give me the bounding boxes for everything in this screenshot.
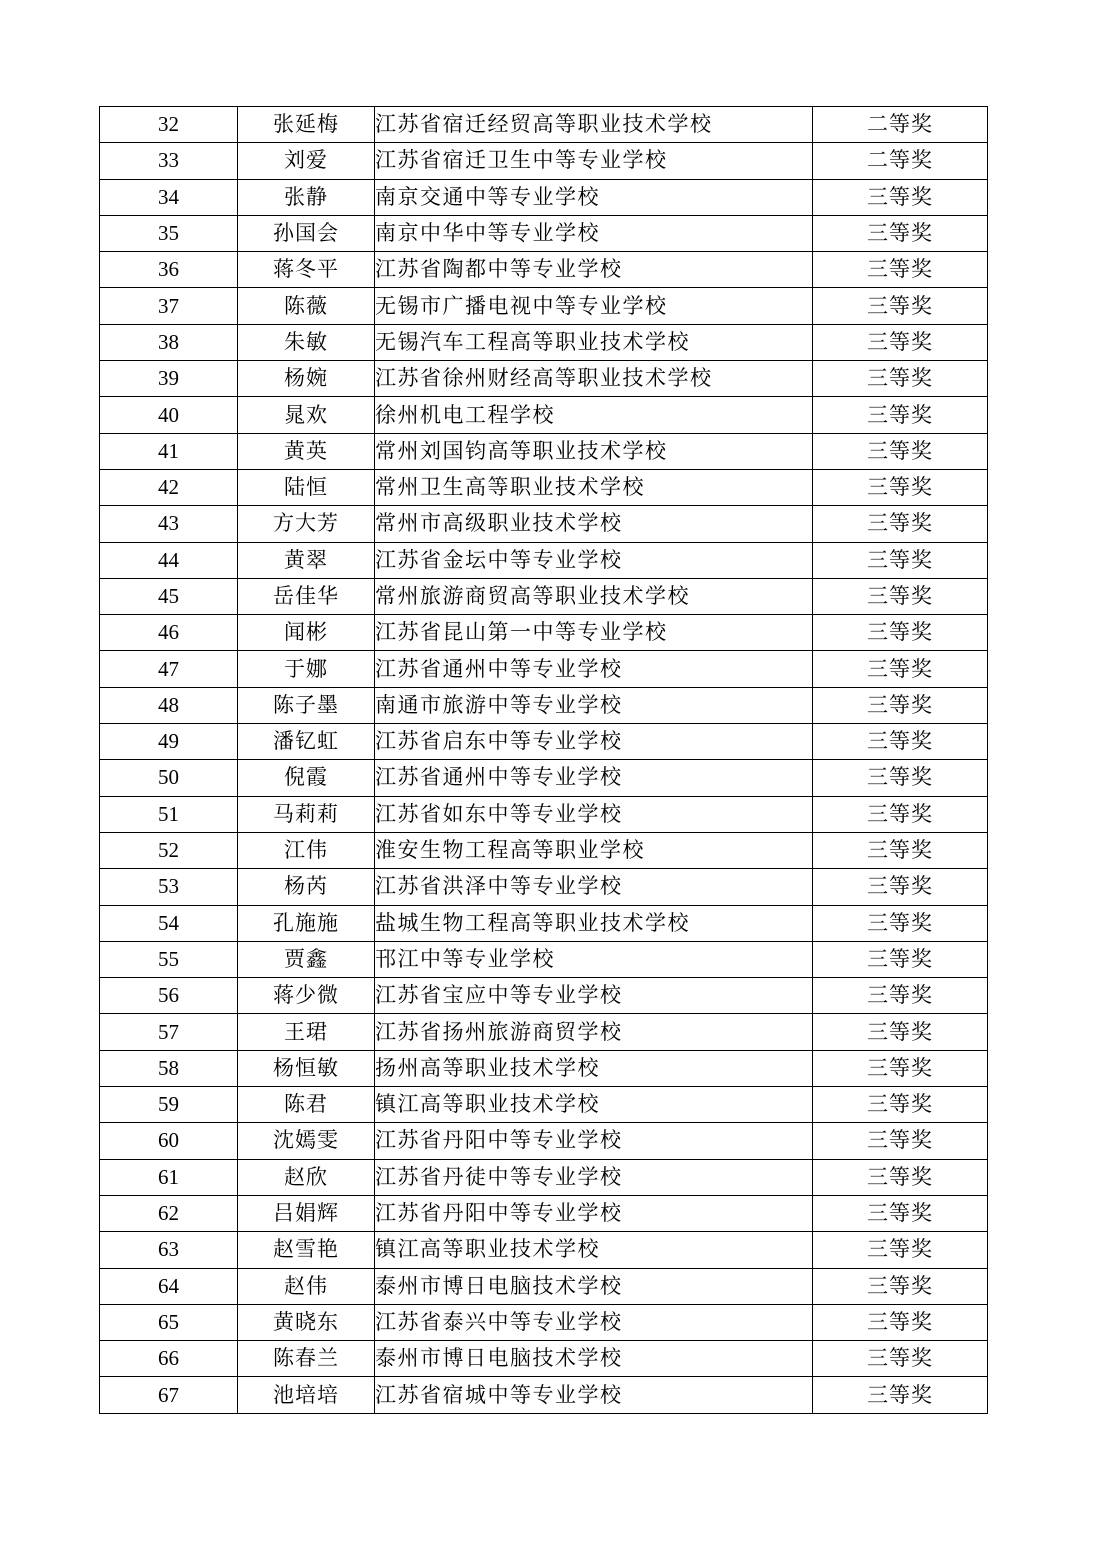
award-level-cell: 三等奖: [813, 433, 988, 469]
school-name-cell: 常州卫生高等职业技术学校: [375, 469, 813, 505]
row-number-cell: 34: [100, 179, 238, 215]
award-level-cell: 三等奖: [813, 760, 988, 796]
school-name-cell: 江苏省昆山第一中等专业学校: [375, 615, 813, 651]
award-level-cell: 三等奖: [813, 1014, 988, 1050]
table-row: [100, 1087, 988, 1123]
award-level-cell: 二等奖: [813, 143, 988, 179]
award-level-cell: 三等奖: [813, 542, 988, 578]
award-level-cell: 三等奖: [813, 687, 988, 723]
teacher-name-cell: 马莉莉: [238, 796, 375, 832]
teacher-name-cell: 闻彬: [238, 615, 375, 651]
school-name-cell: 无锡汽车工程高等职业技术学校: [375, 324, 813, 360]
award-level-cell: 三等奖: [813, 288, 988, 324]
award-level-cell: 三等奖: [813, 1232, 988, 1268]
award-level-cell: 三等奖: [813, 324, 988, 360]
row-number-cell: 53: [100, 869, 238, 905]
award-level-cell: 三等奖: [813, 832, 988, 868]
school-name-cell: 常州刘国钧高等职业技术学校: [375, 433, 813, 469]
table-row: [100, 1159, 988, 1195]
table-row: [100, 1050, 988, 1086]
award-level-cell: 三等奖: [813, 1304, 988, 1340]
table-row: [100, 506, 988, 542]
school-name-cell: 南通市旅游中等专业学校: [375, 687, 813, 723]
table-row: [100, 832, 988, 868]
row-number-cell: 65: [100, 1304, 238, 1340]
table-body: [100, 107, 988, 1414]
school-name-cell: 南京交通中等专业学校: [375, 179, 813, 215]
row-number-cell: 45: [100, 578, 238, 614]
row-number-cell: 62: [100, 1195, 238, 1231]
teacher-name-cell: 贾鑫: [238, 941, 375, 977]
row-number-cell: 61: [100, 1159, 238, 1195]
school-name-cell: 江苏省启东中等专业学校: [375, 724, 813, 760]
school-name-cell: 常州旅游商贸高等职业技术学校: [375, 578, 813, 614]
award-level-cell: 三等奖: [813, 905, 988, 941]
table-row: [100, 433, 988, 469]
table-row: [100, 179, 988, 215]
teacher-name-cell: 倪霞: [238, 760, 375, 796]
table-row: [100, 143, 988, 179]
row-number-cell: 54: [100, 905, 238, 941]
row-number-cell: 32: [100, 107, 238, 143]
row-number-cell: 67: [100, 1377, 238, 1413]
row-number-cell: 42: [100, 469, 238, 505]
row-number-cell: 38: [100, 324, 238, 360]
row-number-cell: 60: [100, 1123, 238, 1159]
document-page: [99, 106, 987, 1414]
teacher-name-cell: 朱敏: [238, 324, 375, 360]
row-number-cell: 40: [100, 397, 238, 433]
table-row: [100, 869, 988, 905]
award-level-cell: 三等奖: [813, 252, 988, 288]
school-name-cell: 泰州市博日电脑技术学校: [375, 1268, 813, 1304]
row-number-cell: 51: [100, 796, 238, 832]
table-row: [100, 1268, 988, 1304]
row-number-cell: 50: [100, 760, 238, 796]
row-number-cell: 56: [100, 978, 238, 1014]
table-row: [100, 397, 988, 433]
teacher-name-cell: 王珺: [238, 1014, 375, 1050]
teacher-name-cell: 晁欢: [238, 397, 375, 433]
award-level-cell: 三等奖: [813, 179, 988, 215]
table-row: [100, 1341, 988, 1377]
school-name-cell: 泰州市博日电脑技术学校: [375, 1341, 813, 1377]
row-number-cell: 39: [100, 361, 238, 397]
teacher-name-cell: 池培培: [238, 1377, 375, 1413]
row-number-cell: 58: [100, 1050, 238, 1086]
award-level-cell: 三等奖: [813, 397, 988, 433]
teacher-name-cell: 张延梅: [238, 107, 375, 143]
award-level-cell: 三等奖: [813, 869, 988, 905]
table-row: [100, 361, 988, 397]
teacher-name-cell: 刘爱: [238, 143, 375, 179]
award-level-cell: 三等奖: [813, 615, 988, 651]
table-row: [100, 615, 988, 651]
award-level-cell: 三等奖: [813, 1123, 988, 1159]
award-level-cell: 三等奖: [813, 215, 988, 251]
award-level-cell: 三等奖: [813, 1195, 988, 1231]
table-row: [100, 687, 988, 723]
teacher-name-cell: 岳佳华: [238, 578, 375, 614]
school-name-cell: 无锡市广播电视中等专业学校: [375, 288, 813, 324]
award-level-cell: 三等奖: [813, 578, 988, 614]
table-row: [100, 1123, 988, 1159]
teacher-name-cell: 黄英: [238, 433, 375, 469]
teacher-name-cell: 杨婉: [238, 361, 375, 397]
award-level-cell: 三等奖: [813, 651, 988, 687]
row-number-cell: 44: [100, 542, 238, 578]
school-name-cell: 江苏省徐州财经高等职业技术学校: [375, 361, 813, 397]
school-name-cell: 江苏省金坛中等专业学校: [375, 542, 813, 578]
teacher-name-cell: 吕娟辉: [238, 1195, 375, 1231]
school-name-cell: 江苏省宿迁卫生中等专业学校: [375, 143, 813, 179]
school-name-cell: 江苏省通州中等专业学校: [375, 760, 813, 796]
row-number-cell: 33: [100, 143, 238, 179]
table-row: [100, 324, 988, 360]
school-name-cell: 常州市高级职业技术学校: [375, 506, 813, 542]
table-row: [100, 1232, 988, 1268]
award-level-cell: 三等奖: [813, 978, 988, 1014]
school-name-cell: 扬州高等职业技术学校: [375, 1050, 813, 1086]
award-level-cell: 三等奖: [813, 724, 988, 760]
teacher-name-cell: 黄翠: [238, 542, 375, 578]
row-number-cell: 63: [100, 1232, 238, 1268]
table-row: [100, 760, 988, 796]
teacher-name-cell: 杨芮: [238, 869, 375, 905]
award-level-cell: 三等奖: [813, 941, 988, 977]
row-number-cell: 43: [100, 506, 238, 542]
teacher-name-cell: 潘钇虹: [238, 724, 375, 760]
award-level-cell: 三等奖: [813, 1159, 988, 1195]
teacher-name-cell: 赵雪艳: [238, 1232, 375, 1268]
school-name-cell: 江苏省丹阳中等专业学校: [375, 1123, 813, 1159]
school-name-cell: 徐州机电工程学校: [375, 397, 813, 433]
table-row: [100, 215, 988, 251]
teacher-name-cell: 陈薇: [238, 288, 375, 324]
award-level-cell: 三等奖: [813, 506, 988, 542]
teacher-name-cell: 方大芳: [238, 506, 375, 542]
school-name-cell: 江苏省扬州旅游商贸学校: [375, 1014, 813, 1050]
school-name-cell: 江苏省丹徒中等专业学校: [375, 1159, 813, 1195]
row-number-cell: 55: [100, 941, 238, 977]
row-number-cell: 52: [100, 832, 238, 868]
school-name-cell: 江苏省宿城中等专业学校: [375, 1377, 813, 1413]
teacher-name-cell: 孙国会: [238, 215, 375, 251]
row-number-cell: 41: [100, 433, 238, 469]
award-level-cell: 三等奖: [813, 1268, 988, 1304]
table-row: [100, 978, 988, 1014]
school-name-cell: 江苏省如东中等专业学校: [375, 796, 813, 832]
award-level-cell: 三等奖: [813, 361, 988, 397]
teacher-name-cell: 沈嫣雯: [238, 1123, 375, 1159]
row-number-cell: 35: [100, 215, 238, 251]
table-row: [100, 1195, 988, 1231]
teacher-name-cell: 陈春兰: [238, 1341, 375, 1377]
school-name-cell: 盐城生物工程高等职业技术学校: [375, 905, 813, 941]
teacher-name-cell: 赵伟: [238, 1268, 375, 1304]
school-name-cell: 江苏省通州中等专业学校: [375, 651, 813, 687]
teacher-name-cell: 孔施施: [238, 905, 375, 941]
table-row: [100, 941, 988, 977]
school-name-cell: 江苏省宝应中等专业学校: [375, 978, 813, 1014]
award-level-cell: 二等奖: [813, 107, 988, 143]
row-number-cell: 48: [100, 687, 238, 723]
school-name-cell: 江苏省泰兴中等专业学校: [375, 1304, 813, 1340]
table-row: [100, 905, 988, 941]
table-row: [100, 288, 988, 324]
teacher-name-cell: 蒋少微: [238, 978, 375, 1014]
teacher-name-cell: 陈子墨: [238, 687, 375, 723]
table-row: [100, 651, 988, 687]
award-level-cell: 三等奖: [813, 469, 988, 505]
award-level-cell: 三等奖: [813, 796, 988, 832]
table-row: [100, 1014, 988, 1050]
teacher-name-cell: 于娜: [238, 651, 375, 687]
school-name-cell: 淮安生物工程高等职业学校: [375, 832, 813, 868]
school-name-cell: 镇江高等职业技术学校: [375, 1087, 813, 1123]
table-row: [100, 542, 988, 578]
table-row: [100, 1377, 988, 1413]
school-name-cell: 江苏省宿迁经贸高等职业技术学校: [375, 107, 813, 143]
teacher-name-cell: 赵欣: [238, 1159, 375, 1195]
school-name-cell: 南京中华中等专业学校: [375, 215, 813, 251]
row-number-cell: 49: [100, 724, 238, 760]
teacher-name-cell: 陈君: [238, 1087, 375, 1123]
row-number-cell: 64: [100, 1268, 238, 1304]
award-level-cell: 三等奖: [813, 1341, 988, 1377]
award-level-cell: 三等奖: [813, 1377, 988, 1413]
table-row: [100, 724, 988, 760]
row-number-cell: 57: [100, 1014, 238, 1050]
school-name-cell: 镇江高等职业技术学校: [375, 1232, 813, 1268]
table-row: [100, 1304, 988, 1340]
row-number-cell: 46: [100, 615, 238, 651]
table-row: [100, 469, 988, 505]
teacher-name-cell: 张静: [238, 179, 375, 215]
teacher-name-cell: 陆恒: [238, 469, 375, 505]
school-name-cell: 江苏省丹阳中等专业学校: [375, 1195, 813, 1231]
school-name-cell: 邗江中等专业学校: [375, 941, 813, 977]
school-name-cell: 江苏省陶都中等专业学校: [375, 252, 813, 288]
award-level-cell: 三等奖: [813, 1087, 988, 1123]
row-number-cell: 36: [100, 252, 238, 288]
table-row: [100, 252, 988, 288]
award-level-cell: 三等奖: [813, 1050, 988, 1086]
row-number-cell: 59: [100, 1087, 238, 1123]
row-number-cell: 37: [100, 288, 238, 324]
row-number-cell: 47: [100, 651, 238, 687]
teacher-name-cell: 黄晓东: [238, 1304, 375, 1340]
teacher-name-cell: 杨恒敏: [238, 1050, 375, 1086]
table-row: [100, 796, 988, 832]
row-number-cell: 66: [100, 1341, 238, 1377]
table-row: [100, 578, 988, 614]
school-name-cell: 江苏省洪泽中等专业学校: [375, 869, 813, 905]
table-row: [100, 107, 988, 143]
teacher-name-cell: 蒋冬平: [238, 252, 375, 288]
award-list-table: [99, 106, 988, 1414]
teacher-name-cell: 江伟: [238, 832, 375, 868]
